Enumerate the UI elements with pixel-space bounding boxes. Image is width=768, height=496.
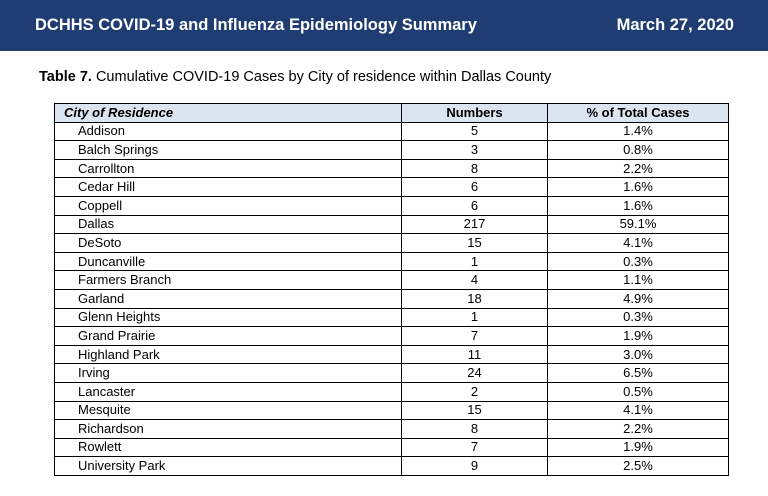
city-cell: Cedar Hill (55, 178, 402, 197)
percent-cell: 0.5% (548, 382, 729, 401)
table-row (55, 289, 729, 308)
percent-cell: 1.4% (548, 122, 729, 141)
city-cell: Garland (55, 289, 402, 308)
percent-cell: 1.9% (548, 327, 729, 346)
city-cell: Carrollton (55, 159, 402, 178)
table-row (55, 345, 729, 364)
city-cell: Farmers Branch (55, 271, 402, 290)
percent-cell: 0.8% (548, 141, 729, 160)
table-row (55, 215, 729, 234)
numbers-cell: 3 (402, 141, 548, 160)
table-row (55, 234, 729, 253)
city-cell: Dallas (55, 215, 402, 234)
numbers-cell: 6 (402, 196, 548, 215)
table-row (55, 327, 729, 346)
table-row (55, 159, 729, 178)
table-caption (39, 69, 551, 85)
city-cell: Glenn Heights (55, 308, 402, 327)
table-header-row (55, 104, 729, 123)
column-header-percent: % of Total Cases (548, 104, 729, 123)
city-cell: Rowlett (55, 438, 402, 457)
column-header-city: City of Residence (55, 104, 402, 123)
table-row (55, 141, 729, 160)
report-date: March 27, 2020 (616, 16, 734, 34)
city-cell: Irving (55, 364, 402, 383)
percent-cell: 2.5% (548, 457, 729, 476)
numbers-cell: 4 (402, 271, 548, 290)
percent-cell: 1.6% (548, 178, 729, 197)
table-body (55, 122, 729, 475)
percent-cell: 6.5% (548, 364, 729, 383)
numbers-cell: 9 (402, 457, 548, 476)
table-row (55, 178, 729, 197)
numbers-cell: 1 (402, 252, 548, 271)
report-title: DCHHS COVID-19 and Influenza Epidemiology Summary (35, 16, 477, 34)
city-cell: Lancaster (55, 382, 402, 401)
numbers-cell: 18 (402, 289, 548, 308)
column-header-numbers: Numbers (402, 104, 548, 123)
city-cell: Duncanville (55, 252, 402, 271)
numbers-cell: 6 (402, 178, 548, 197)
city-cell: DeSoto (55, 234, 402, 253)
city-cell: Balch Springs (55, 141, 402, 160)
city-cell: University Park (55, 457, 402, 476)
city-cell: Mesquite (55, 401, 402, 420)
percent-cell: 0.3% (548, 308, 729, 327)
percent-cell: 3.0% (548, 345, 729, 364)
table-row (55, 438, 729, 457)
percent-cell: 2.2% (548, 159, 729, 178)
table-row (55, 401, 729, 420)
percent-cell: 4.9% (548, 289, 729, 308)
table-row (55, 364, 729, 383)
percent-cell: 4.1% (548, 401, 729, 420)
table-row (55, 420, 729, 439)
numbers-cell: 1 (402, 308, 548, 327)
percent-cell: 1.1% (548, 271, 729, 290)
city-cell: Addison (55, 122, 402, 141)
percent-cell: 59.1% (548, 215, 729, 234)
table-row (55, 196, 729, 215)
city-cell: Richardson (55, 420, 402, 439)
table-row (55, 271, 729, 290)
numbers-cell: 8 (402, 159, 548, 178)
header-banner (0, 0, 768, 51)
numbers-cell: 24 (402, 364, 548, 383)
percent-cell: 1.9% (548, 438, 729, 457)
city-cell: Highland Park (55, 345, 402, 364)
table-label: Table 7. (39, 69, 92, 85)
city-cell: Grand Prairie (55, 327, 402, 346)
numbers-cell: 217 (402, 215, 548, 234)
numbers-cell: 8 (402, 420, 548, 439)
numbers-cell: 5 (402, 122, 548, 141)
table-caption-text: Cumulative COVID-19 Cases by City of residence within Dallas County (91, 69, 552, 85)
percent-cell: 0.3% (548, 252, 729, 271)
numbers-cell: 15 (402, 401, 548, 420)
city-cell: Coppell (55, 196, 402, 215)
numbers-cell: 11 (402, 345, 548, 364)
table-row (55, 122, 729, 141)
percent-cell: 1.6% (548, 196, 729, 215)
numbers-cell: 7 (402, 327, 548, 346)
table-row (55, 457, 729, 476)
table-row (55, 382, 729, 401)
percent-cell: 4.1% (548, 234, 729, 253)
table-row (55, 308, 729, 327)
numbers-cell: 7 (402, 438, 548, 457)
numbers-cell: 2 (402, 382, 548, 401)
cases-by-city-table (54, 103, 729, 476)
numbers-cell: 15 (402, 234, 548, 253)
table-row (55, 252, 729, 271)
percent-cell: 2.2% (548, 420, 729, 439)
